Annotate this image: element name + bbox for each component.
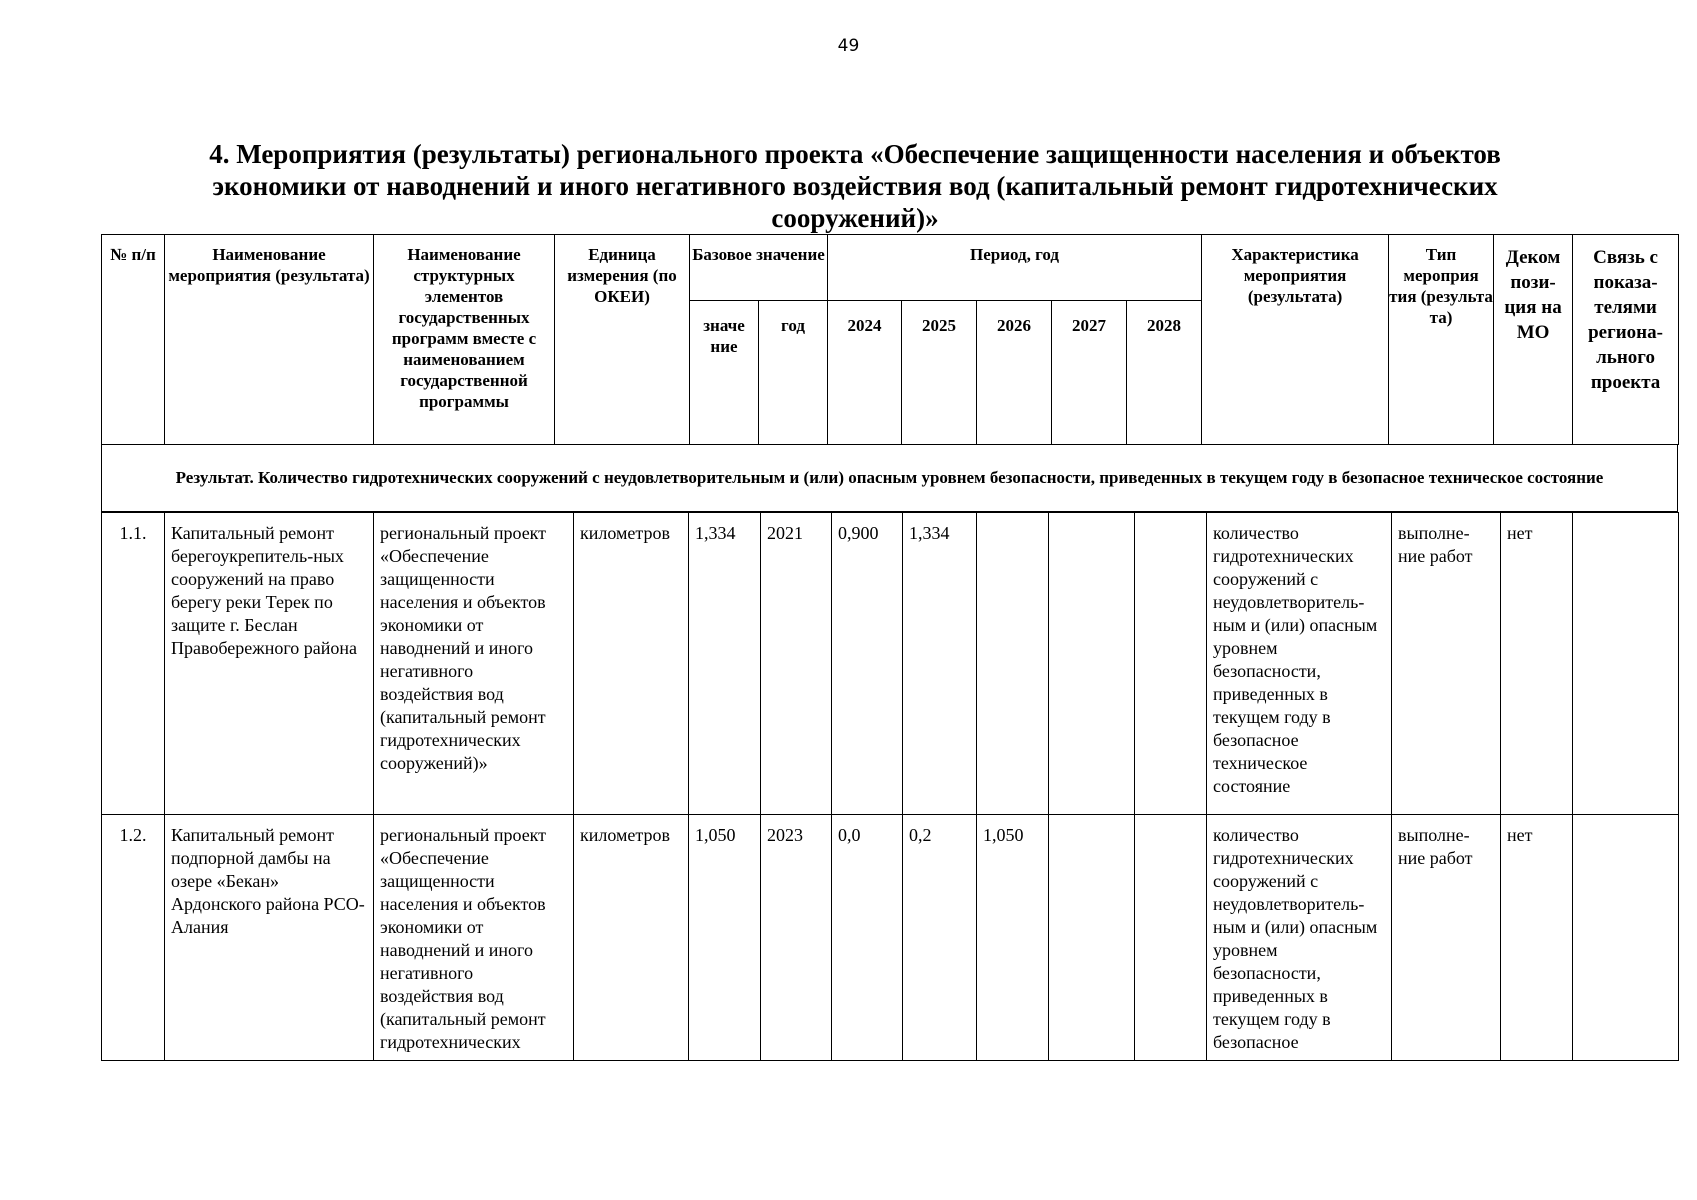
row-characteristic: количество гидротехнических сооружений с неудовлетворитель-ным и (или) опасным уровнем безопасности, приведенных в текущем году в безопасное: [1207, 815, 1392, 1061]
row-unit: километров: [574, 815, 689, 1061]
row-num: 1.1.: [102, 513, 165, 815]
table-row: [102, 815, 1679, 1061]
header-base-year: год: [759, 301, 828, 445]
row-value-2027: [1049, 513, 1135, 815]
row-type: выполне-ние работ: [1392, 513, 1501, 815]
row-value-2028: [1135, 513, 1207, 815]
row-value-2028: [1135, 815, 1207, 1061]
row-value-2025: 1,334: [903, 513, 977, 815]
row-value-2026: [977, 513, 1049, 815]
page-number: 49: [837, 36, 860, 56]
header-unit: Единица измерения (по ОКЕИ): [555, 235, 690, 445]
header-table: [101, 234, 1679, 445]
row-structural: региональный проект «Обеспечение защищенности населения и объектов экономики от наводнений и иного негативного воздействия вод (капитальный ремонт гидротехнических: [374, 815, 574, 1061]
row-decomposition: нет: [1501, 513, 1573, 815]
row-unit: километров: [574, 513, 689, 815]
row-value-2024: 0,900: [832, 513, 903, 815]
header-name: Наименование мероприятия (результата): [165, 235, 374, 445]
row-num: 1.2.: [102, 815, 165, 1061]
header-year-2025: 2025: [902, 301, 977, 445]
row-value-2025: 0,2: [903, 815, 977, 1061]
row-link: [1573, 513, 1679, 815]
header-num: № п/п: [102, 235, 165, 445]
row-name: Капитальный ремонт подпорной дамбы на озере «Бекан» Ардонского района РСО-Алания: [165, 815, 374, 1061]
header-link: Связь с показа- телями региона- льного проекта: [1573, 235, 1679, 445]
row-type: выполне-ние работ: [1392, 815, 1501, 1061]
result-heading: Результат. Количество гидротехнических сооружений с неудовлетворительным и (или) опасным уровнем безопасности, приведенных в текущем году в безопасное техническое состояние: [102, 445, 1678, 512]
row-structural: региональный проект «Обеспечение защищенности населения и объектов экономики от наводнений и иного негативного воздействия вод (капитальный ремонт гидротехнических сооружений)»: [374, 513, 574, 815]
header-base: Базовое значение: [690, 235, 828, 301]
header-year-2027: 2027: [1052, 301, 1127, 445]
header-year-2026: 2026: [977, 301, 1052, 445]
row-characteristic: количество гидротехнических сооружений с неудовлетворитель-ным и (или) опасным уровнем безопасности, приведенных в текущем году в безопасное техническое состояние: [1207, 513, 1392, 815]
header-characteristic: Характеристика мероприятия (результата): [1202, 235, 1389, 445]
header-base-value: значе ние: [690, 301, 759, 445]
result-table: [101, 444, 1678, 512]
header-decomposition: Деком пози- ция на МО: [1494, 235, 1573, 445]
table-row: [102, 513, 1679, 815]
header-year-2028: 2028: [1127, 301, 1202, 445]
row-base-value: 1,334: [689, 513, 761, 815]
header-period: Период, год: [828, 235, 1202, 301]
row-base-year: 2021: [761, 513, 832, 815]
row-value-2027: [1049, 815, 1135, 1061]
row-link: [1573, 815, 1679, 1061]
title-line-3: сооружений)»: [771, 203, 939, 233]
header-type: Тип мероприя тия (результа та): [1389, 235, 1494, 445]
row-base-year: 2023: [761, 815, 832, 1061]
row-decomposition: нет: [1501, 815, 1573, 1061]
row-name: Капитальный ремонт берегоукрепитель-ных сооружений на право берегу реки Терек по защите г. Беслан Правобережного района: [165, 513, 374, 815]
title-line-1: 4. Мероприятия (результаты) регионального проекта «Обеспечение защищенности населения и объектов: [209, 139, 1501, 169]
row-base-value: 1,050: [689, 815, 761, 1061]
section-title: [150, 138, 1560, 234]
header-structural: Наименование структурных элементов государственных программ вместе с наименованием государственной программы: [374, 235, 555, 445]
header-year-2024: 2024: [828, 301, 902, 445]
row-value-2024: 0,0: [832, 815, 903, 1061]
body-table: [101, 512, 1679, 1061]
title-line-2: экономики от наводнений и иного негативного воздействия вод (капитальный ремонт гидротехнических: [212, 171, 1498, 201]
row-value-2026: 1,050: [977, 815, 1049, 1061]
